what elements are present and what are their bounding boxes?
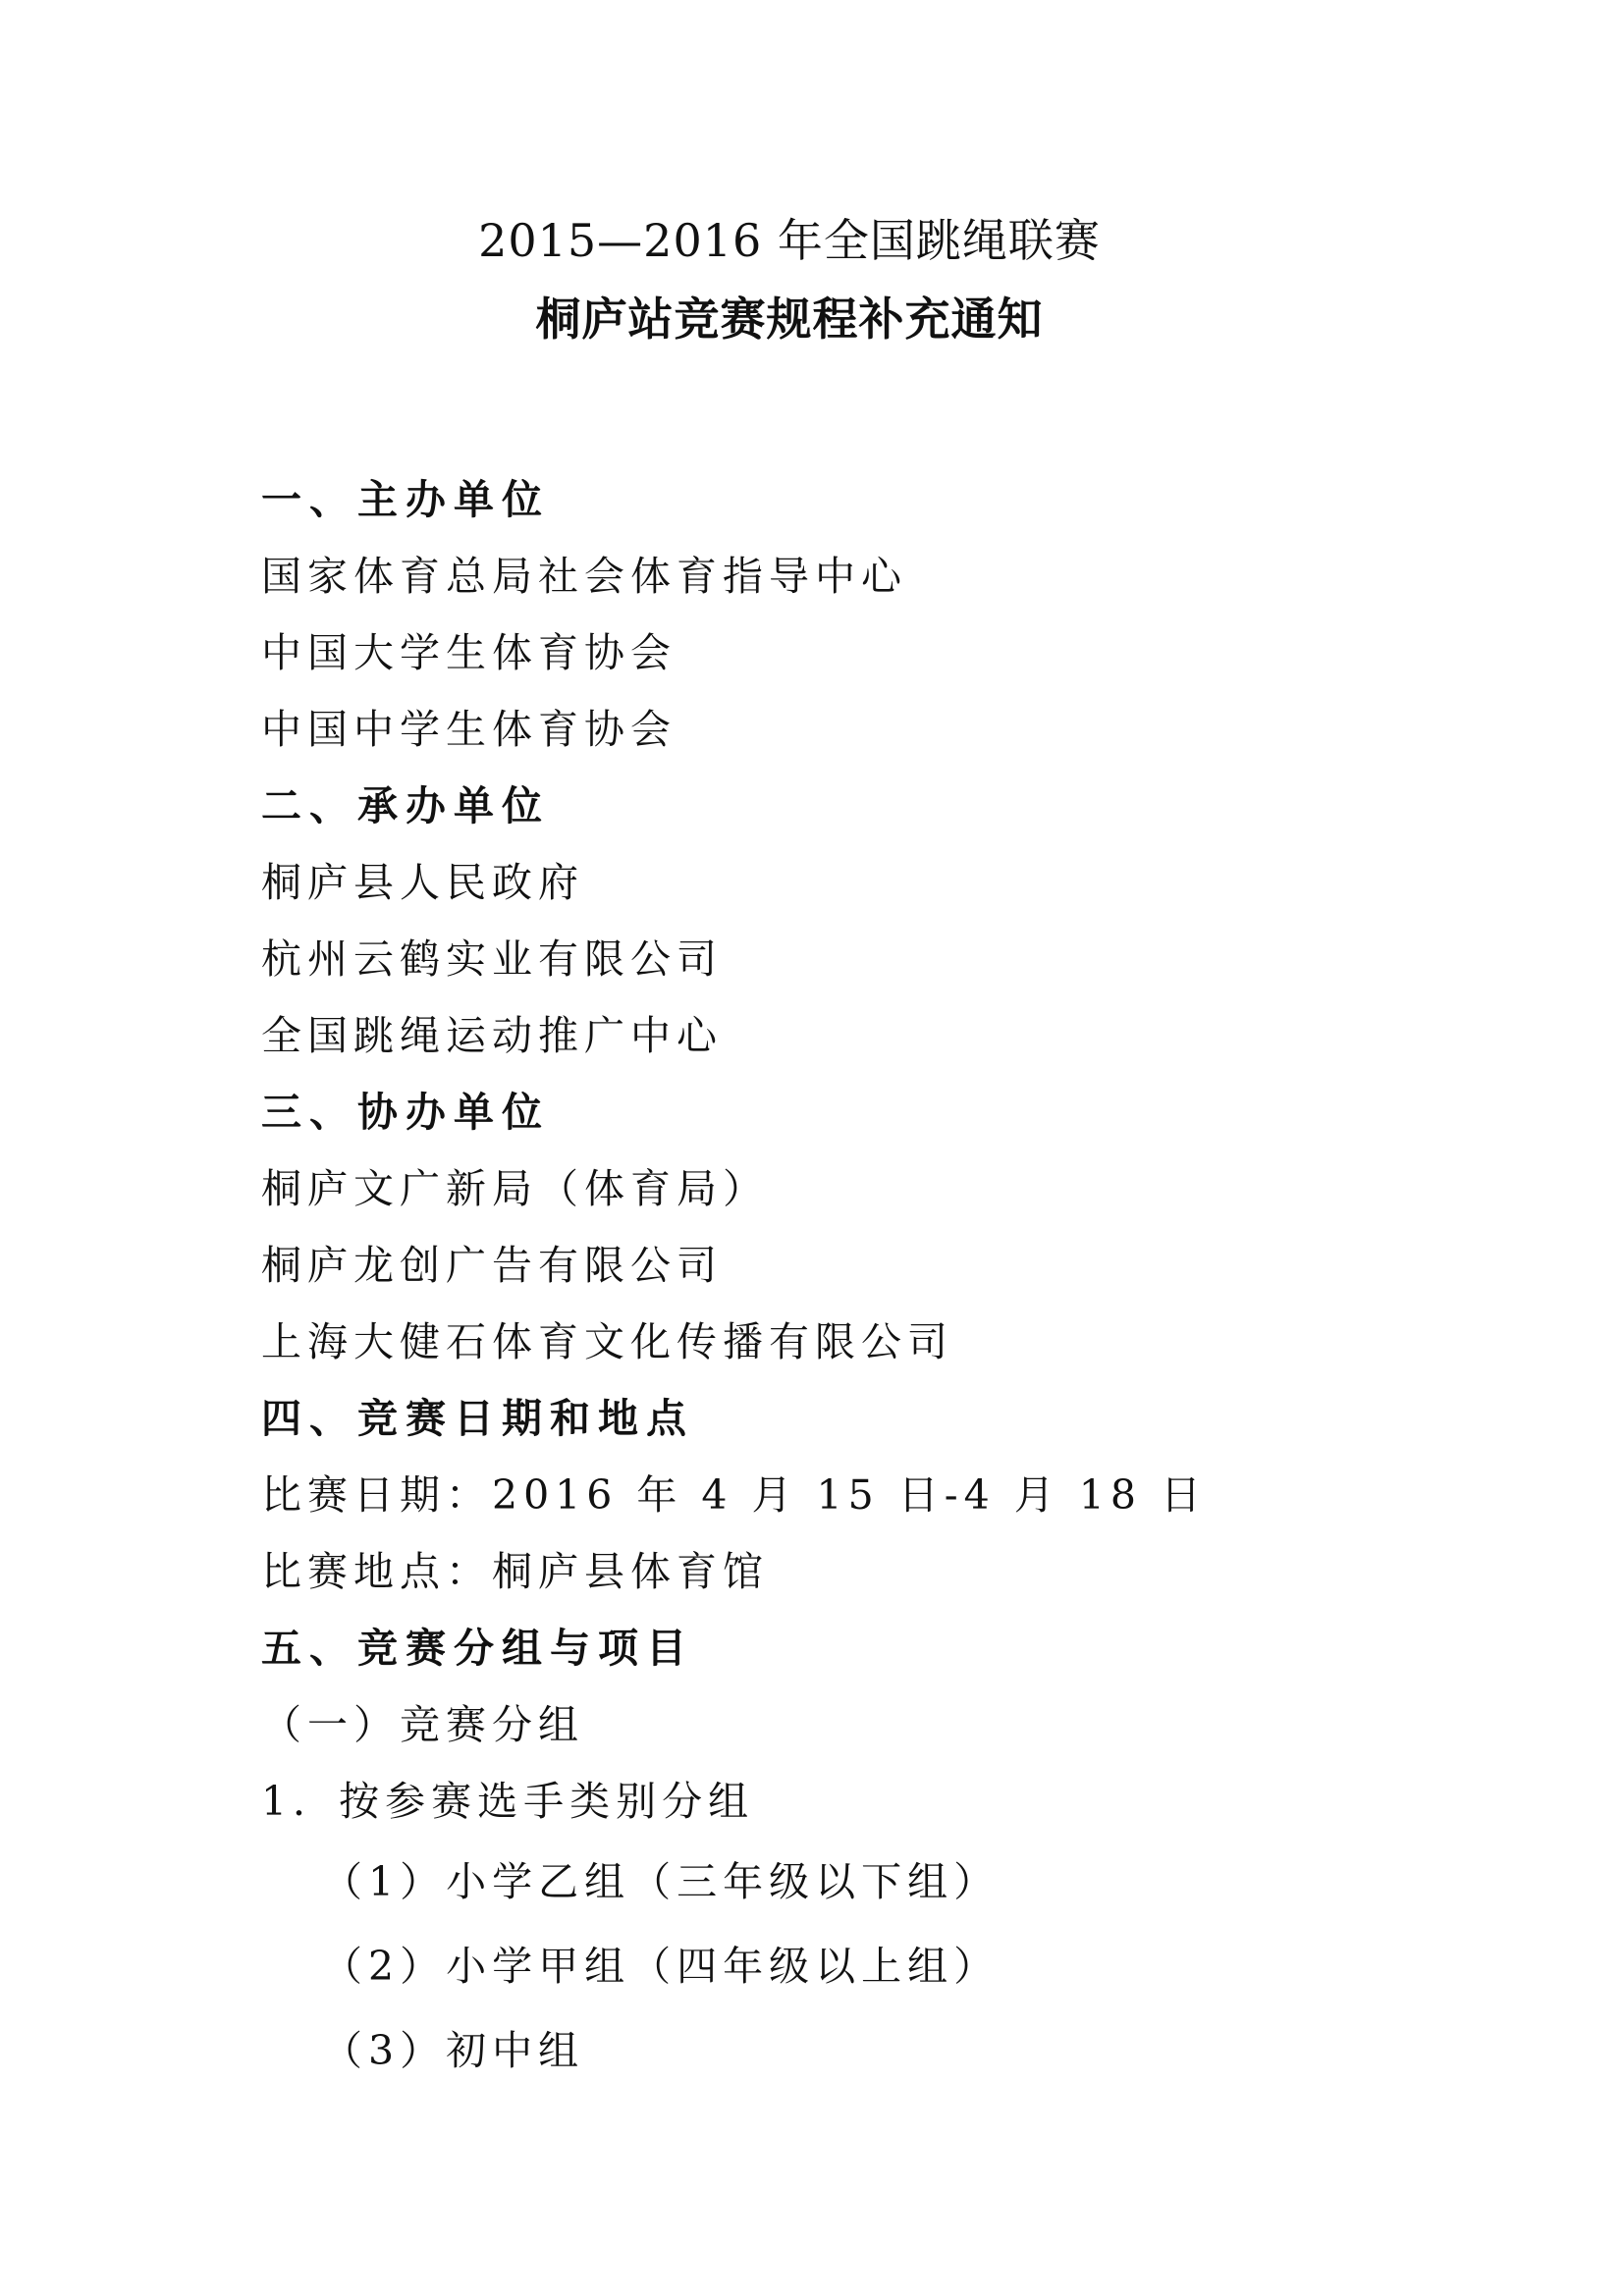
section-heading-groups-events: 五、竞赛分组与项目 — [261, 1625, 694, 1672]
section-heading-co-organizers: 三、协办单位 — [261, 1089, 550, 1136]
title-line-1: 2015—2016 年全国跳绳联赛 — [478, 214, 1101, 267]
competition-date: 比赛日期：2016 年 4 月 15 日-4 月 18 日 — [261, 1471, 1207, 1519]
section-heading-date-venue: 四、竞赛日期和地点 — [261, 1395, 694, 1442]
subsection-heading-groups: （一）竞赛分组 — [261, 1701, 584, 1748]
co-organizer-item: 桐庐文广新局（体育局） — [261, 1165, 769, 1212]
section-heading-hosts: 二、承办单位 — [261, 782, 550, 829]
host-item: 全国跳绳运动推广中心 — [261, 1012, 723, 1059]
organizer-item: 中国大学生体育协会 — [261, 629, 677, 676]
group-item: （2）小学甲组（四年级以上组） — [322, 1943, 1001, 1990]
section-heading-organizers: 一、主办单位 — [261, 476, 550, 523]
host-item: 桐庐县人民政府 — [261, 859, 584, 906]
organizer-item: 国家体育总局社会体育指导中心 — [261, 553, 907, 600]
document-title — [0, 201, 1624, 358]
numbered-item-player-category: 1．按参赛选手类别分组 — [261, 1778, 755, 1825]
group-item: （1）小学乙组（三年级以下组） — [322, 1858, 1001, 1905]
competition-venue: 比赛地点：桐庐县体育馆 — [261, 1548, 769, 1595]
organizer-item: 中国中学生体育协会 — [261, 706, 677, 753]
document-body — [261, 461, 1469, 2093]
host-item: 杭州云鹤实业有限公司 — [261, 935, 723, 983]
title-line-2: 桐庐站竞赛规程补充通知 — [535, 293, 1044, 346]
co-organizer-item: 桐庐龙创广告有限公司 — [261, 1242, 723, 1289]
co-organizer-item: 上海大健石体育文化传播有限公司 — [261, 1318, 953, 1365]
group-item: （3）初中组 — [322, 2027, 585, 2074]
